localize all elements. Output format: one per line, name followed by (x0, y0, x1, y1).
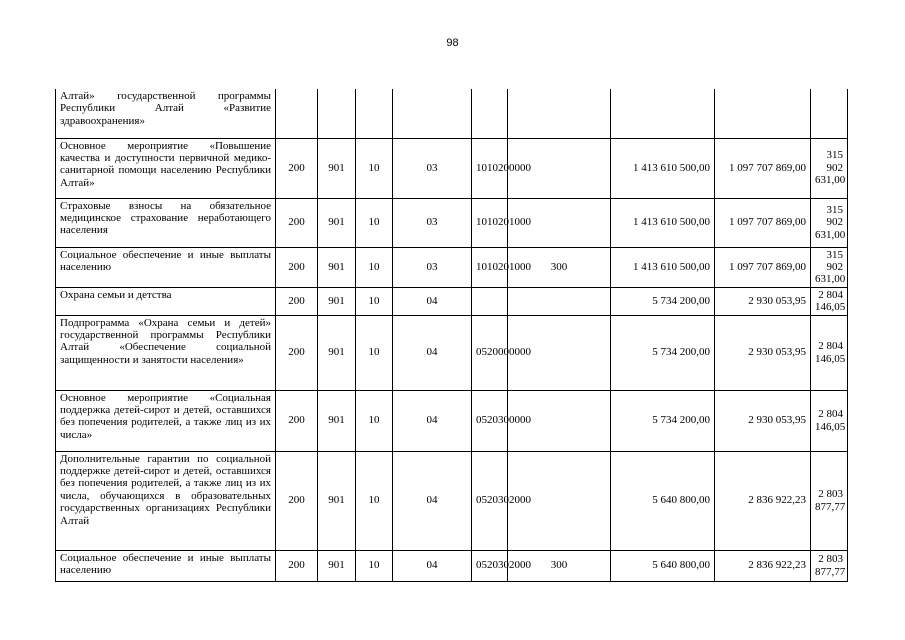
cell-code-1: 200 (276, 315, 318, 390)
cell-code-1: 200 (276, 287, 318, 315)
cell-code-4: 03 (393, 138, 472, 198)
cell-code-3: 10 (356, 550, 393, 581)
row-name: Алтай» государственной программы Республики Алтай «Развитие здравоохранения» (56, 89, 276, 138)
cell-code-6 (508, 89, 611, 138)
cell-amount-2 (715, 89, 811, 138)
cell-code-2: 901 (318, 390, 356, 451)
cell-amount-3: 315 902 631,00 (811, 198, 848, 247)
cell-code-4: 03 (393, 247, 472, 287)
cell-amount-2: 2 930 053,95 (715, 287, 811, 315)
cell-code-1: 200 (276, 390, 318, 451)
cell-code-5: 0520302000 (472, 451, 508, 550)
cell-code-2: 901 (318, 550, 356, 581)
cell-amount-1: 5 640 800,00 (611, 451, 715, 550)
table-row (56, 287, 848, 315)
page-number: 98 (446, 37, 459, 49)
cell-code-1: 200 (276, 247, 318, 287)
cell-amount-1: 1 413 610 500,00 (611, 247, 715, 287)
cell-code-1: 200 (276, 138, 318, 198)
cell-code-4 (393, 89, 472, 138)
cell-code-2 (318, 89, 356, 138)
cell-code-1 (276, 89, 318, 138)
cell-code-2: 901 (318, 287, 356, 315)
cell-code-6 (508, 287, 611, 315)
table-row (56, 247, 848, 287)
cell-amount-3: 2 804 146,05 (811, 287, 848, 315)
cell-amount-2: 1 097 707 869,00 (715, 198, 811, 247)
cell-code-6: 300 (508, 247, 611, 287)
table-row (56, 550, 848, 581)
cell-code-2: 901 (318, 451, 356, 550)
cell-code-4: 04 (393, 390, 472, 451)
cell-code-5: 0520302000 (472, 550, 508, 581)
cell-code-3 (356, 89, 393, 138)
cell-amount-1: 5 734 200,00 (611, 315, 715, 390)
cell-code-5: 1010200000 (472, 138, 508, 198)
table-row (56, 451, 848, 550)
cell-code-3: 10 (356, 451, 393, 550)
cell-code-3: 10 (356, 138, 393, 198)
row-name: Основное мероприятие «Социальная поддержка детей-сирот и детей, оставшихся без попечения родителей, а также лиц из их числа» (56, 390, 276, 451)
cell-code-4: 04 (393, 315, 472, 390)
budget-table (55, 89, 848, 582)
cell-code-2: 901 (318, 198, 356, 247)
cell-code-5 (472, 89, 508, 138)
cell-code-3: 10 (356, 198, 393, 247)
cell-amount-1 (611, 89, 715, 138)
cell-amount-1: 1 413 610 500,00 (611, 198, 715, 247)
cell-code-1: 200 (276, 451, 318, 550)
cell-code-4: 03 (393, 198, 472, 247)
cell-code-5: 1010201000 (472, 247, 508, 287)
cell-code-3: 10 (356, 390, 393, 451)
cell-amount-3: 2 803 877,77 (811, 451, 848, 550)
cell-code-4: 04 (393, 451, 472, 550)
cell-code-6: 300 (508, 550, 611, 581)
cell-code-2: 901 (318, 247, 356, 287)
table-row (56, 138, 848, 198)
cell-amount-1: 5 734 200,00 (611, 287, 715, 315)
cell-code-4: 04 (393, 550, 472, 581)
table-row (56, 390, 848, 451)
table-row (56, 315, 848, 390)
cell-amount-3: 2 803 877,77 (811, 550, 848, 581)
table-row (56, 89, 848, 138)
cell-code-1: 200 (276, 198, 318, 247)
cell-code-2: 901 (318, 138, 356, 198)
cell-code-3: 10 (356, 315, 393, 390)
cell-code-3: 10 (356, 287, 393, 315)
cell-amount-2: 1 097 707 869,00 (715, 247, 811, 287)
cell-amount-1: 1 413 610 500,00 (611, 138, 715, 198)
cell-amount-3: 2 804 146,05 (811, 315, 848, 390)
table-row (56, 198, 848, 247)
row-name: Основное мероприятие «Повышение качества и доступности первичной медико-санитарной помощи населению Республики Алтай» (56, 138, 276, 198)
cell-code-3: 10 (356, 247, 393, 287)
cell-amount-3: 315 902 631,00 (811, 138, 848, 198)
cell-code-2: 901 (318, 315, 356, 390)
row-name: Дополнительные гарантии по социальной поддержке детей-сирот и детей, оставшихся без попечения родителей, а также лиц из их числа, обучающихся в образовательных государственных организациях Республики Алтай (56, 451, 276, 550)
cell-code-5: 0520300000 (472, 390, 508, 451)
cell-code-1: 200 (276, 550, 318, 581)
cell-code-5 (472, 287, 508, 315)
cell-code-5: 1010201000 (472, 198, 508, 247)
cell-amount-2: 1 097 707 869,00 (715, 138, 811, 198)
cell-amount-2: 2 930 053,95 (715, 315, 811, 390)
cell-amount-2: 2 836 922,23 (715, 451, 811, 550)
row-name: Социальное обеспечение и иные выплаты населению (56, 247, 276, 287)
cell-amount-3 (811, 89, 848, 138)
cell-amount-2: 2 836 922,23 (715, 550, 811, 581)
cell-amount-3: 2 804 146,05 (811, 390, 848, 451)
cell-amount-1: 5 734 200,00 (611, 390, 715, 451)
row-name: Охрана семьи и детства (56, 287, 276, 315)
row-name: Подпрограмма «Охрана семьи и детей» государственной программы Республики Алтай «Обеспечение социальной защищенности и занятости населения» (56, 315, 276, 390)
row-name: Страховые взносы на обязательное медицинское страхование неработающего населения (56, 198, 276, 247)
cell-amount-2: 2 930 053,95 (715, 390, 811, 451)
cell-code-5: 0520000000 (472, 315, 508, 390)
cell-amount-1: 5 640 800,00 (611, 550, 715, 581)
cell-code-4: 04 (393, 287, 472, 315)
row-name: Социальное обеспечение и иные выплаты населению (56, 550, 276, 581)
cell-amount-3: 315 902 631,00 (811, 247, 848, 287)
